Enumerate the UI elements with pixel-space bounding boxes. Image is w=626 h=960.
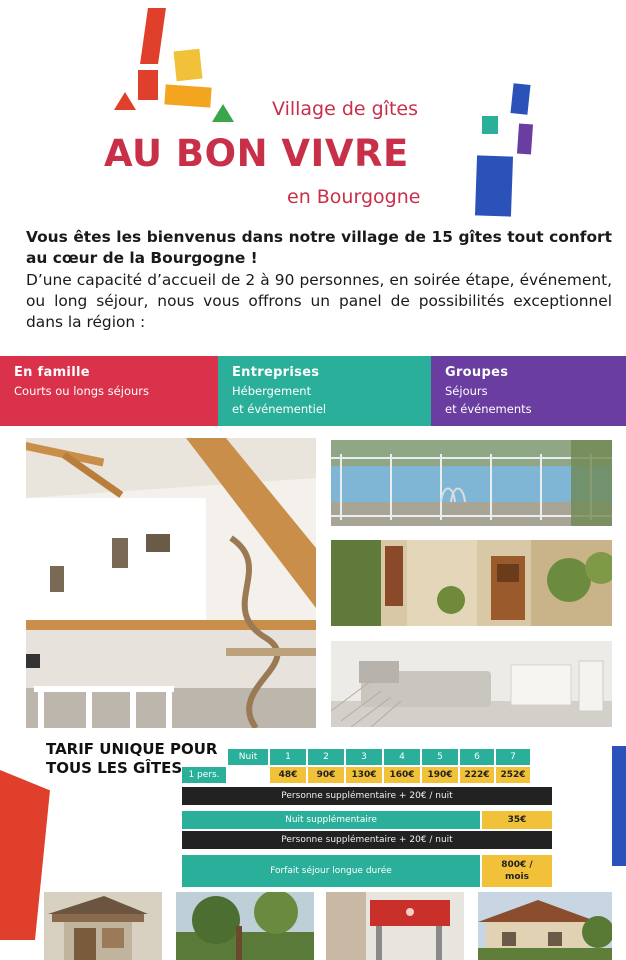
long-stay-price-line: 800€ / bbox=[501, 860, 533, 870]
logo-blue-large-shape bbox=[475, 155, 513, 216]
brand-name: AU BON VIVRE bbox=[104, 132, 409, 175]
long-stay-price-line: mois bbox=[504, 872, 529, 882]
extra-night-price: 35€ bbox=[482, 811, 552, 829]
logo-yellow-shape bbox=[174, 49, 203, 82]
price-cell: 130€ bbox=[346, 767, 382, 783]
price-cell: 90€ bbox=[308, 767, 344, 783]
logo-teal-square-shape bbox=[482, 116, 498, 134]
logo-red-bar-shape bbox=[140, 8, 166, 64]
category-subtitle bbox=[232, 382, 417, 418]
price-cell: 48€ bbox=[270, 767, 306, 783]
bbq-photo bbox=[326, 892, 464, 960]
category-business bbox=[218, 356, 431, 426]
night-header-cell: 2 bbox=[308, 749, 344, 765]
category-subtitle bbox=[445, 382, 612, 418]
category-title: Entreprises bbox=[232, 365, 320, 380]
logo-red-block-shape bbox=[138, 70, 158, 100]
night-header-cell: 5 bbox=[422, 749, 458, 765]
garden-tree-photo bbox=[176, 892, 314, 960]
long-stay-label: Forfait séjour longue durée bbox=[182, 855, 480, 887]
category-family bbox=[0, 356, 218, 426]
long-stay-price bbox=[482, 855, 552, 887]
living-room-photo bbox=[331, 641, 612, 727]
pool-photo bbox=[331, 440, 612, 526]
price-cell: 190€ bbox=[422, 767, 458, 783]
nuit-header-label: Nuit bbox=[228, 749, 268, 765]
category-title: Groupes bbox=[445, 365, 509, 380]
night-header-cell: 4 bbox=[384, 749, 420, 765]
category-subtitle-line: et événementiel bbox=[232, 402, 327, 416]
doorway-photo bbox=[44, 892, 162, 960]
price-cell: 252€ bbox=[496, 767, 530, 783]
logo-purple-bar-shape bbox=[517, 124, 533, 155]
extra-person-row: Personne supplémentaire + 20€ / nuit bbox=[182, 787, 552, 805]
decorative-blue-shape bbox=[612, 746, 626, 866]
night-header-cell: 6 bbox=[460, 749, 494, 765]
logo-red-triangle-shape bbox=[114, 92, 136, 110]
logo-orange-bar-shape bbox=[164, 84, 211, 107]
cottage-photo bbox=[478, 892, 612, 960]
category-subtitle-line: Hébergement bbox=[232, 384, 312, 398]
night-header-cell: 1 bbox=[270, 749, 306, 765]
logo-tagline-top: Village de gîtes bbox=[272, 98, 419, 120]
extra-night-label: Nuit supplémentaire bbox=[182, 811, 480, 829]
night-header-cell: 7 bbox=[496, 749, 530, 765]
price-cell: 222€ bbox=[460, 767, 494, 783]
tarif-title-line: TARIF UNIQUE POUR bbox=[46, 740, 218, 758]
category-subtitle: Courts ou longs séjours bbox=[14, 384, 149, 398]
extra-person-row: Personne supplémentaire + 20€ / nuit bbox=[182, 831, 552, 849]
category-title: En famille bbox=[14, 365, 90, 380]
pers-label: 1 pers. bbox=[182, 767, 226, 783]
intro-description: D’une capacité d’accueil de 2 à 90 personnes, en soirée étape, événement, ou long séjour, nous vous offrons un panel de possibilités exceptionnel dans la région : bbox=[26, 271, 612, 331]
loft-interior-photo bbox=[26, 438, 316, 728]
logo-blue-small-shape bbox=[510, 83, 530, 115]
logo bbox=[0, 0, 626, 220]
logo-green-triangle-shape bbox=[212, 104, 234, 122]
house-facade-photo bbox=[331, 540, 612, 626]
price-cell: 160€ bbox=[384, 767, 420, 783]
intro-welcome: Vous êtes les bienvenus dans notre village de 15 gîtes tout confort au cœur de la Bourgogne ! bbox=[26, 228, 612, 267]
tarif-title-line: TOUS LES GÎTES bbox=[46, 759, 183, 777]
logo-tagline-bottom: en Bourgogne bbox=[287, 186, 421, 208]
night-header-cell: 3 bbox=[346, 749, 382, 765]
category-groups bbox=[431, 356, 626, 426]
category-subtitle-line: et événements bbox=[445, 402, 532, 416]
decorative-red-shape bbox=[0, 770, 50, 940]
category-subtitle-line: Séjours bbox=[445, 384, 488, 398]
intro-text bbox=[26, 227, 612, 333]
